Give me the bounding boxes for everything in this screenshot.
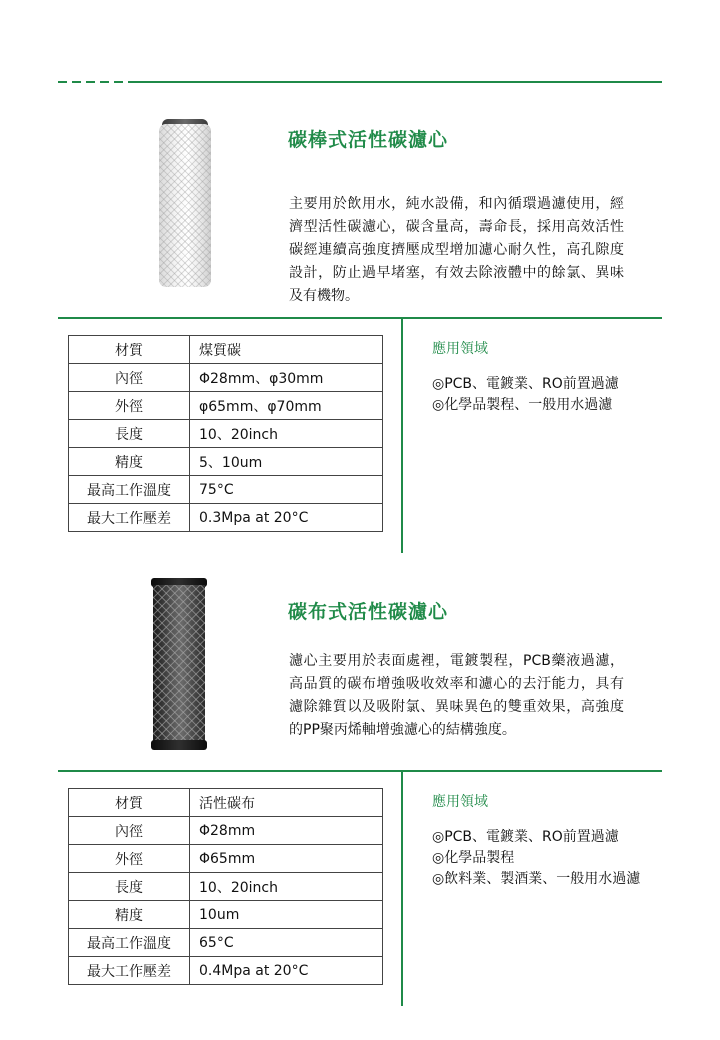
spec-label: 內徑 <box>69 817 190 845</box>
column-divider <box>401 772 403 1006</box>
section-divider <box>58 317 662 319</box>
spec-row <box>69 364 383 392</box>
spec-label: 材質 <box>69 336 190 364</box>
product2-application-title: 應用領域 <box>432 794 488 810</box>
application-item: ◎化學品製程 <box>432 850 515 866</box>
spec-label: 最高工作溫度 <box>69 929 190 957</box>
spec-row <box>69 392 383 420</box>
application-item: ◎化學品製程、一般用水過濾 <box>432 397 613 413</box>
spec-row <box>69 336 383 364</box>
spec-value: 0.3Mpa at 20°C <box>190 504 383 532</box>
spec-label: 最大工作壓差 <box>69 504 190 532</box>
spec-value: 0.4Mpa at 20°C <box>190 957 383 985</box>
spec-value: 10、20inch <box>190 873 383 901</box>
product1-description: 主要用於飲用水，純水設備，和內循環過濾使用，經濟型活性碳濾心，碳含量高，壽命長，採用高效活性碳經連續高強度擠壓成型增加濾心耐久性，高孔隙度設計，防止過早堵塞，有效去除液體中的餘氯、異味及有機物。 <box>289 196 624 304</box>
section-divider <box>58 770 662 772</box>
spec-row <box>69 504 383 532</box>
spec-label: 長度 <box>69 873 190 901</box>
spec-row <box>69 873 383 901</box>
spec-label: 材質 <box>69 789 190 817</box>
product1-title: 碳棒式活性碳濾心 <box>288 129 449 151</box>
spec-row <box>69 957 383 985</box>
spec-label: 外徑 <box>69 845 190 873</box>
spec-label: 內徑 <box>69 364 190 392</box>
spec-row <box>69 476 383 504</box>
top-dashed-divider <box>58 81 128 83</box>
spec-value: Φ65mm <box>190 845 383 873</box>
product1-application-title: 應用領域 <box>432 341 488 357</box>
spec-value: Φ28mm、φ30mm <box>190 364 383 392</box>
spec-value: 煤質碳 <box>190 336 383 364</box>
spec-row <box>69 448 383 476</box>
spec-label: 最高工作溫度 <box>69 476 190 504</box>
spec-value: 5、10um <box>190 448 383 476</box>
spec-row <box>69 789 383 817</box>
spec-row <box>69 845 383 873</box>
spec-row <box>69 901 383 929</box>
spec-label: 最大工作壓差 <box>69 957 190 985</box>
product2-title: 碳布式活性碳濾心 <box>288 601 449 623</box>
spec-row <box>69 929 383 957</box>
product1-application-list <box>432 374 619 416</box>
spec-value: 75°C <box>190 476 383 504</box>
spec-value: 10um <box>190 901 383 929</box>
application-item: ◎飲料業、製酒業、一般用水過濾 <box>432 871 641 887</box>
product1-spec-table <box>68 335 383 532</box>
product2-application-list <box>432 827 640 890</box>
spec-label: 精度 <box>69 901 190 929</box>
spec-value: φ65mm、φ70mm <box>190 392 383 420</box>
spec-label: 精度 <box>69 448 190 476</box>
spec-value: 活性碳布 <box>190 789 383 817</box>
product2-description: 濾心主要用於表面處裡，電鍍製程，PCB藥液過濾，高品質的碳布增強吸收效率和濾心的去汙能力，具有濾除雜質以及吸附氯、異味異色的雙重效果，高強度的PP聚丙烯軸增強濾心的結構強度。 <box>289 653 624 738</box>
spec-value: 10、20inch <box>190 420 383 448</box>
application-item: ◎PCB、電鍍業、RO前置過濾 <box>432 376 619 392</box>
spec-label: 長度 <box>69 420 190 448</box>
top-divider <box>128 81 662 83</box>
spec-label: 外徑 <box>69 392 190 420</box>
spec-value: Φ28mm <box>190 817 383 845</box>
application-item: ◎PCB、電鍍業、RO前置過濾 <box>432 829 619 845</box>
column-divider <box>401 319 403 553</box>
product2-spec-table <box>68 788 383 985</box>
spec-value: 65°C <box>190 929 383 957</box>
spec-row <box>69 817 383 845</box>
spec-row <box>69 420 383 448</box>
